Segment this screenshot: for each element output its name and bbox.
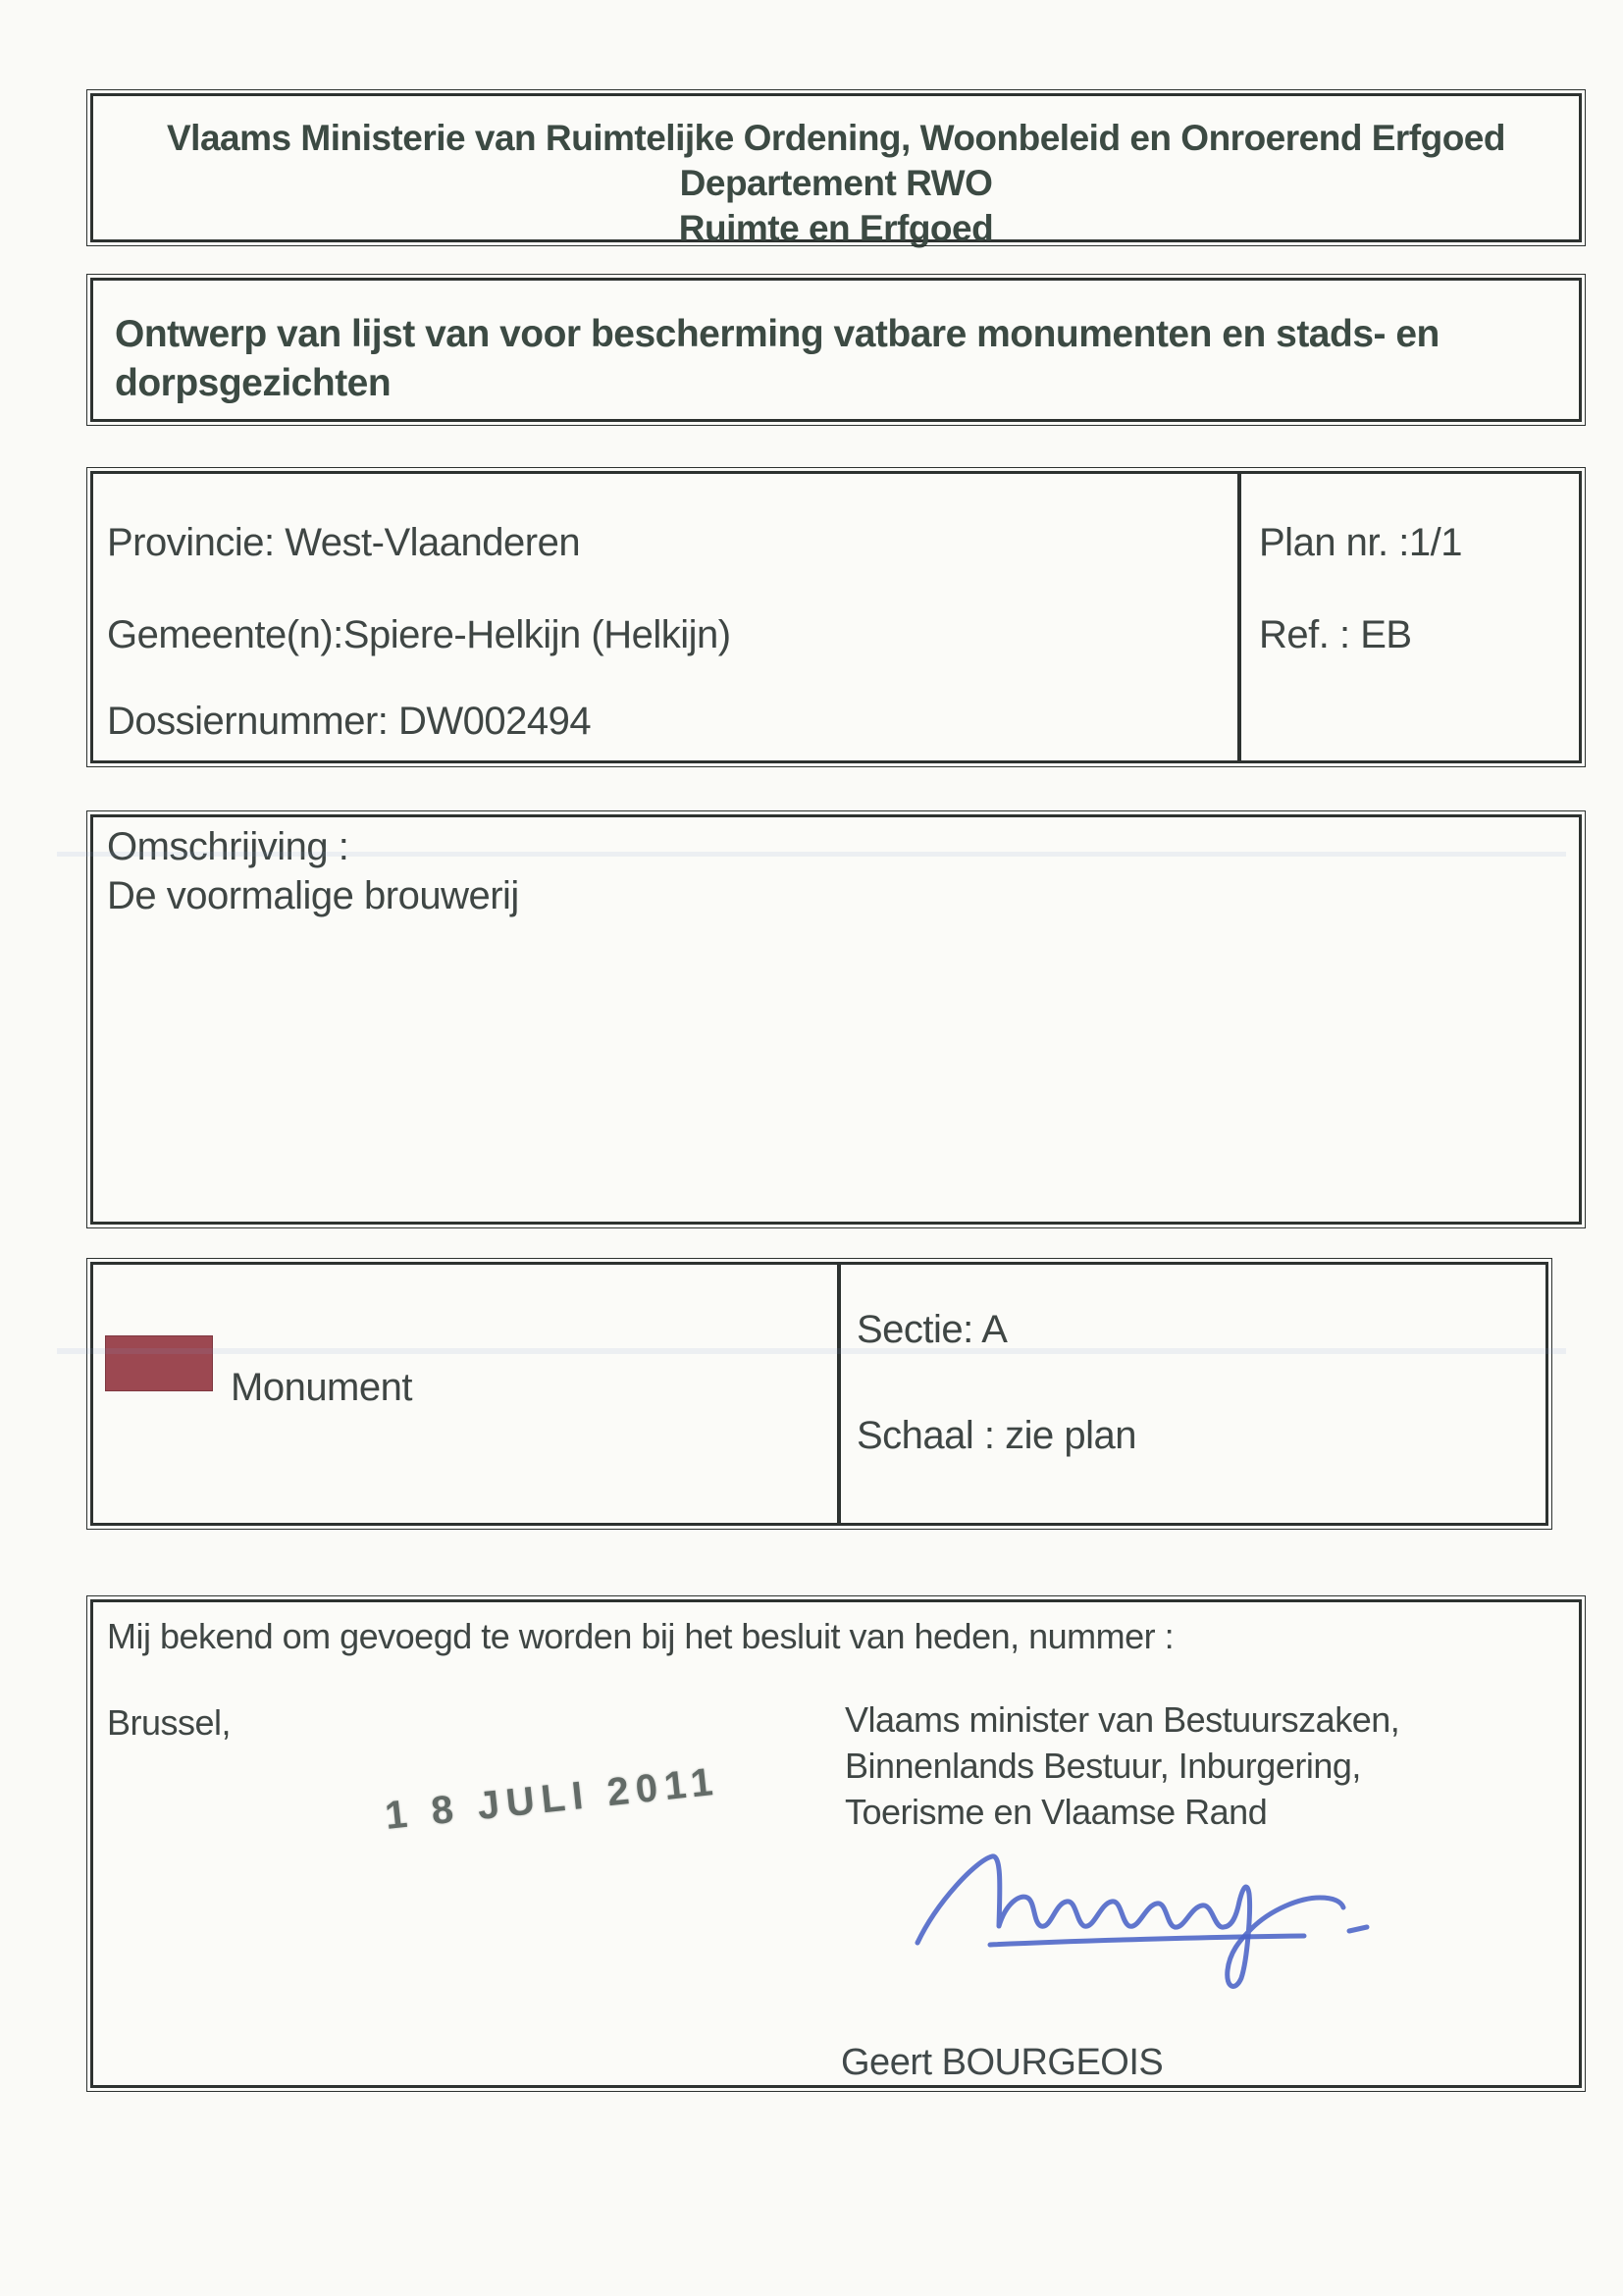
city-label: Brussel, — [107, 1702, 232, 1743]
document-title-box — [90, 278, 1582, 422]
reference-label: Ref. : EB — [1259, 613, 1412, 656]
signer-name: Geert BOURGEOIS — [841, 2042, 1164, 2083]
minister-title-line: Vlaams minister van Bestuurszaken, — [845, 1699, 1400, 1740]
info-box-divider — [1237, 474, 1241, 760]
legend-box — [90, 1262, 1548, 1526]
signature-underline — [990, 1936, 1304, 1945]
legend-box-divider — [837, 1265, 841, 1523]
ministry-header-box — [90, 93, 1582, 248]
minister-title-line: Toerisme en Vlaamse Rand — [845, 1792, 1268, 1832]
monument-color-swatch — [105, 1335, 213, 1391]
monument-label: Monument — [231, 1366, 412, 1409]
minister-title-line: Binnenlands Bestuur, Inburgering, — [845, 1746, 1361, 1786]
department-line: Departement RWO — [679, 163, 993, 203]
signature — [819, 1843, 1388, 2009]
description-heading: Omschrijving : — [107, 825, 349, 868]
plan-number-label: Plan nr. :1/1 — [1259, 521, 1462, 564]
dossier-info-box — [90, 471, 1582, 763]
municipality-label: Gemeente(n):Spiere-Helkijn (Helkijn) — [107, 613, 731, 656]
scale-label: Schaal : zie plan — [857, 1414, 1137, 1457]
document-title: Ontwerp van lijst van voor bescherming vatbare monumenten en stads- en dorpsgezichten — [115, 313, 1440, 404]
date-stamp: 1 8 JULI 2011 — [383, 1759, 722, 1839]
ministry-name-line: Vlaams Ministerie van Ruimtelijke Ordening, Woonbeleid en Onroerend Erfgoed — [167, 118, 1505, 158]
division-line: Ruimte en Erfgoed — [678, 208, 994, 248]
signature-stroke — [917, 1856, 1343, 1986]
signature-dash — [1349, 1927, 1367, 1931]
description-box — [90, 814, 1582, 1225]
statement-text: Mij bekend om gevoegd te worden bij het besluit van heden, nummer : — [107, 1616, 1175, 1656]
minister-title-block — [845, 1696, 1399, 1835]
description-text: De voormalige brouwerij — [107, 874, 519, 917]
province-label: Provincie: West-Vlaanderen — [107, 521, 581, 564]
signature-footer-box — [90, 1599, 1582, 2088]
section-label: Sectie: A — [857, 1308, 1008, 1351]
dossier-number-label: Dossiernummer: DW002494 — [107, 700, 592, 743]
